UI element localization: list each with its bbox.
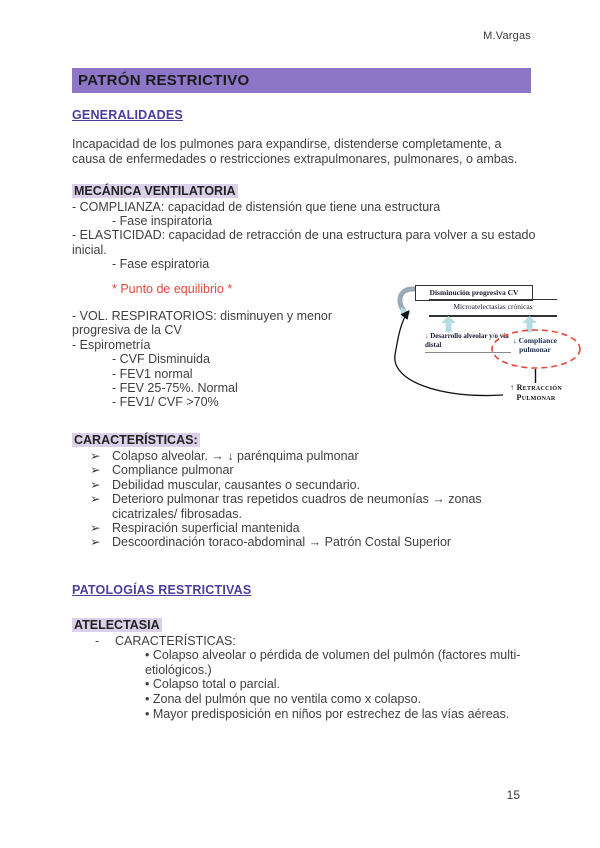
- heading-patologias-restrictivas: PATOLOGÍAS RESTRICTIVAS: [72, 582, 252, 597]
- page-title: PATRÓN RESTRICTIVO: [72, 68, 531, 93]
- diagram-label-compliance-pulmonar: ↓ Compliance pulmonar: [513, 336, 557, 354]
- dot-bullet-icon: •: [145, 677, 150, 692]
- mecanica-fase-inspiratoria: - Fase inspiratoria: [112, 214, 213, 228]
- dot-bullet-icon: •: [145, 706, 150, 721]
- mecanica-complianza: - COMPLIANZA: capacidad de distensión que tiene una estructura: [72, 199, 441, 214]
- atelectasia-item: • Mayor predisposición en niños por estrechez de las vías aéreas.: [145, 706, 510, 721]
- diagram-box-disminucion-cv: Disminución progresiva CV: [415, 285, 533, 301]
- heading-caracteristicas: CARACTERÍSTICAS:: [74, 432, 198, 447]
- atelectasia-subheading-row: [72, 634, 531, 648]
- caracteristica-item: ➢ Respiración superficial mantenida: [90, 520, 300, 535]
- down-arrow-icon: ↓: [425, 332, 429, 340]
- arrow-bullet-icon: ➢: [90, 463, 101, 478]
- heading-mecanica-ventilatoria: MECÁNICA VENTILATORIA: [74, 183, 236, 198]
- espirometria-item-fev1cvf: - FEV1/ CVF >70%: [112, 395, 219, 410]
- diagram-box-microatelectasias: Microatelectasias crónicas: [429, 299, 557, 317]
- arrow-bullet-icon: ➢: [90, 448, 101, 463]
- mecanica-fase-espiratoria: - Fase espiratoria: [112, 257, 210, 272]
- caracteristica-item: ➢ Descoordinación toraco-abdominal → Patrón Costal Superior: [90, 535, 452, 550]
- connector-line: [534, 369, 537, 383]
- caracteristica-item: ➢ Deterioro pulmonar tras repetidos cuadros de neumonías → zonas cicatrizales/ fibrosadas.: [90, 492, 482, 521]
- arrow-bullet-icon: ➢: [90, 520, 101, 535]
- feedback-curve-arrow: [391, 303, 511, 407]
- espirometria-item-fev1: - FEV1 normal: [112, 366, 193, 381]
- diagram-label-desarrollo-alveolar: ↓ Desarrollo alveolar y/o vía distal: [425, 332, 511, 353]
- atelectasia-item: • Colapso alveolar o pérdida de volumen del pulmón (factores multi-etiológicos.): [145, 648, 521, 677]
- espirometria: - Espirometría: [72, 337, 151, 352]
- vol-respiratorios: - VOL. RESPIRATORIOS: disminuyen y menor progresiva de la CV: [72, 309, 333, 338]
- atelectasia-subheading: CARACTERÍSTICAS:: [115, 633, 236, 648]
- mechanics-flow-diagram: [391, 283, 597, 423]
- arrow-bullet-icon: ➢: [90, 535, 101, 550]
- arrow-bullet-icon: ➢: [90, 477, 101, 492]
- espirometria-item-fev2575: - FEV 25-75%. Normal: [112, 381, 238, 396]
- heading-atelectasia: ATELECTASIA: [74, 617, 160, 632]
- atelectasia-item: • Zona del pulmón que no ventila como x colapso.: [145, 691, 422, 706]
- heading-generalidades: GENERALIDADES: [72, 108, 183, 122]
- punto-de-equilibrio: * Punto de equilibrio *: [112, 281, 233, 296]
- dot-bullet-icon: •: [145, 648, 150, 663]
- author-name: M.Vargas: [483, 30, 531, 42]
- diagram-label-retraccion-pulmonar: ↑ Retracción Pulmonar: [509, 383, 563, 402]
- page-number: 15: [506, 788, 520, 802]
- caracteristica-item: ➢ Debilidad muscular, causantes o secundario.: [90, 477, 361, 492]
- mecanica-elasticidad: - ELASTICIDAD: capacidad de retracción de una estructura para volver a su estado inicial.: [72, 228, 536, 257]
- generalidades-paragraph: Incapacidad de los pulmones para expandirse, distenderse completamente, a causa de enfermedades o restricciones extrapulmonares, pulmonares, o ambas.: [72, 137, 518, 166]
- caracteristica-item: ➢ Colapso alveolar. → ↓ parénquima pulmonar: [90, 448, 359, 463]
- arrow-bullet-icon: ➢: [90, 492, 101, 507]
- espirometria-item-cvf: - CVF Disminuida: [112, 352, 210, 367]
- caracteristica-item: ➢ Compliance pulmonar: [90, 463, 234, 478]
- dot-bullet-icon: •: [145, 691, 150, 706]
- atelectasia-item: • Colapso total o parcial.: [145, 677, 281, 692]
- dash-bullet: -: [95, 633, 100, 648]
